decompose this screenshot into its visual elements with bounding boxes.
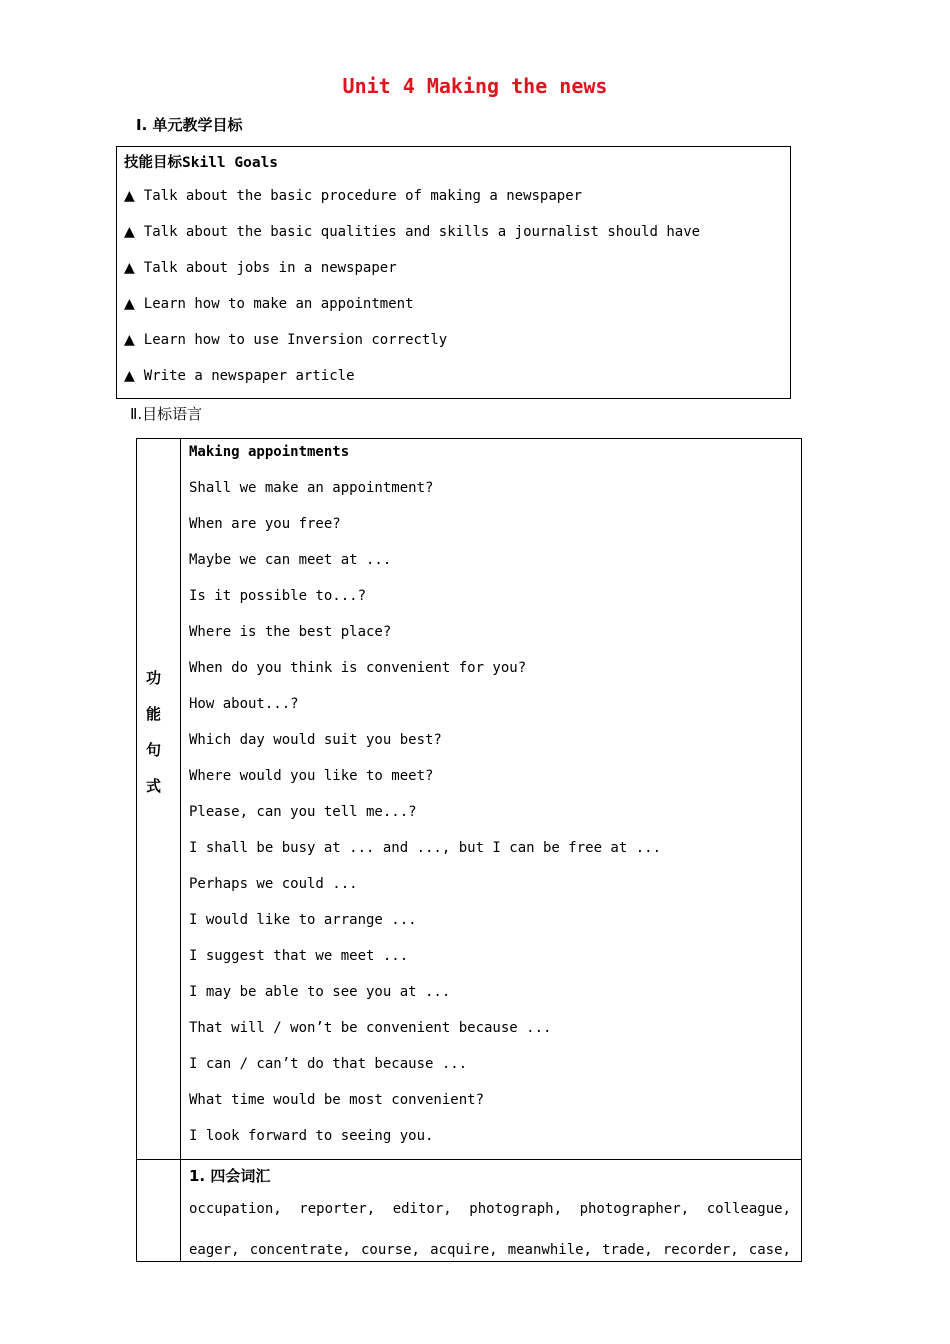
vocabulary-heading: 1. 四会词汇 — [189, 1167, 271, 1185]
vocabulary-word: recorder, — [662, 1242, 739, 1258]
vocabulary-word: editor, — [392, 1201, 452, 1217]
skill-goal-text: Write a newspaper article — [143, 368, 355, 384]
skill-goal-item — [124, 188, 582, 204]
functional-sentence: I suggest that we meet ... — [189, 948, 409, 964]
triangle-bullet-icon: ▲ — [124, 296, 135, 312]
skill-goal-item — [124, 368, 355, 384]
functional-sentence: When are you free? — [189, 516, 341, 532]
functional-sentence: What time would be most convenient? — [189, 1092, 485, 1108]
skill-goal-text: Talk about jobs in a newspaper — [143, 260, 397, 276]
functional-sentence: How about...? — [189, 696, 299, 712]
functional-label-char: 功 — [146, 669, 162, 687]
functional-sentences-row — [137, 439, 801, 1160]
functional-sentence: Perhaps we could ... — [189, 876, 358, 892]
functional-sentence: Where is the best place? — [189, 624, 392, 640]
skill-goal-item — [124, 224, 700, 240]
vocabulary-word: occupation, — [189, 1201, 282, 1217]
vocabulary-line-1 — [189, 1201, 791, 1217]
triangle-bullet-icon: ▲ — [124, 260, 135, 276]
functional-sentence: Which day would suit you best? — [189, 732, 442, 748]
skill-goal-text: Learn how to use Inversion correctly — [143, 332, 448, 348]
column-divider — [180, 439, 181, 1159]
functional-sentence: I shall be busy at ... and ..., but I can be free at ... — [189, 840, 662, 856]
vocabulary-line-2 — [189, 1242, 791, 1258]
vocabulary-word: concentrate, — [249, 1242, 351, 1258]
functional-sentence: Is it possible to...? — [189, 588, 367, 604]
functional-header: Making appointments — [189, 444, 350, 460]
skill-goals-header — [124, 151, 278, 172]
triangle-bullet-icon: ▲ — [124, 224, 135, 240]
skill-goal-item — [124, 260, 397, 276]
functional-sentence: When do you think is convenient for you? — [189, 660, 527, 676]
triangle-bullet-icon: ▲ — [124, 188, 135, 204]
skill-goal-text: Talk about the basic procedure of making a newspaper — [143, 188, 583, 204]
vocabulary-word: reporter, — [299, 1201, 376, 1217]
functional-label-char: 能 — [146, 705, 162, 723]
vocabulary-word: photograph, — [469, 1201, 562, 1217]
skill-goals-box — [116, 146, 791, 399]
document-title: Unit 4 Making the news — [342, 74, 608, 98]
vocabulary-word: colleague, — [706, 1201, 791, 1217]
skill-goal-text: Talk about the basic qualities and skills a journalist should have — [143, 224, 701, 240]
functional-label-char: 式 — [146, 777, 162, 795]
triangle-bullet-icon: ▲ — [124, 332, 135, 348]
functional-sentence: I can / can’t do that because ... — [189, 1056, 468, 1072]
skill-goal-item — [124, 296, 414, 312]
functional-sentence: I look forward to seeing you. — [189, 1128, 434, 1144]
skill-goal-item — [124, 332, 447, 348]
functional-sentence: I would like to arrange ... — [189, 912, 417, 928]
vocabulary-word: meanwhile, — [507, 1242, 592, 1258]
triangle-bullet-icon: ▲ — [124, 368, 135, 384]
functional-sentence: I may be able to see you at ... — [189, 984, 451, 1000]
skill-goals-header-cn: 技能目标 — [124, 155, 182, 171]
target-language-table — [136, 438, 802, 1262]
skill-goal-text: Learn how to make an appointment — [143, 296, 414, 312]
functional-sentence: That will / won’t be convenient because ... — [189, 1020, 552, 1036]
functional-sentence: Shall we make an appointment? — [189, 480, 434, 496]
column-divider — [180, 1160, 181, 1262]
vocabulary-word: eager, — [189, 1242, 240, 1258]
section-heading-teaching-goals: Ⅰ. 单元教学目标 — [136, 116, 243, 134]
vocabulary-word: photographer, — [579, 1201, 690, 1217]
vocabulary-word: course, — [360, 1242, 420, 1258]
functional-label-char: 句 — [146, 741, 162, 759]
vocabulary-word: case, — [748, 1242, 791, 1258]
section-heading-target-language: Ⅱ.目标语言 — [130, 405, 203, 423]
functional-sentence: Where would you like to meet? — [189, 768, 434, 784]
vocabulary-row — [137, 1160, 801, 1262]
vocabulary-word: acquire, — [430, 1242, 498, 1258]
vocabulary-word: trade, — [602, 1242, 653, 1258]
functional-sentence: Maybe we can meet at ... — [189, 552, 392, 568]
skill-goals-header-en: Skill Goals — [182, 155, 279, 171]
functional-sentence: Please, can you tell me...? — [189, 804, 417, 820]
